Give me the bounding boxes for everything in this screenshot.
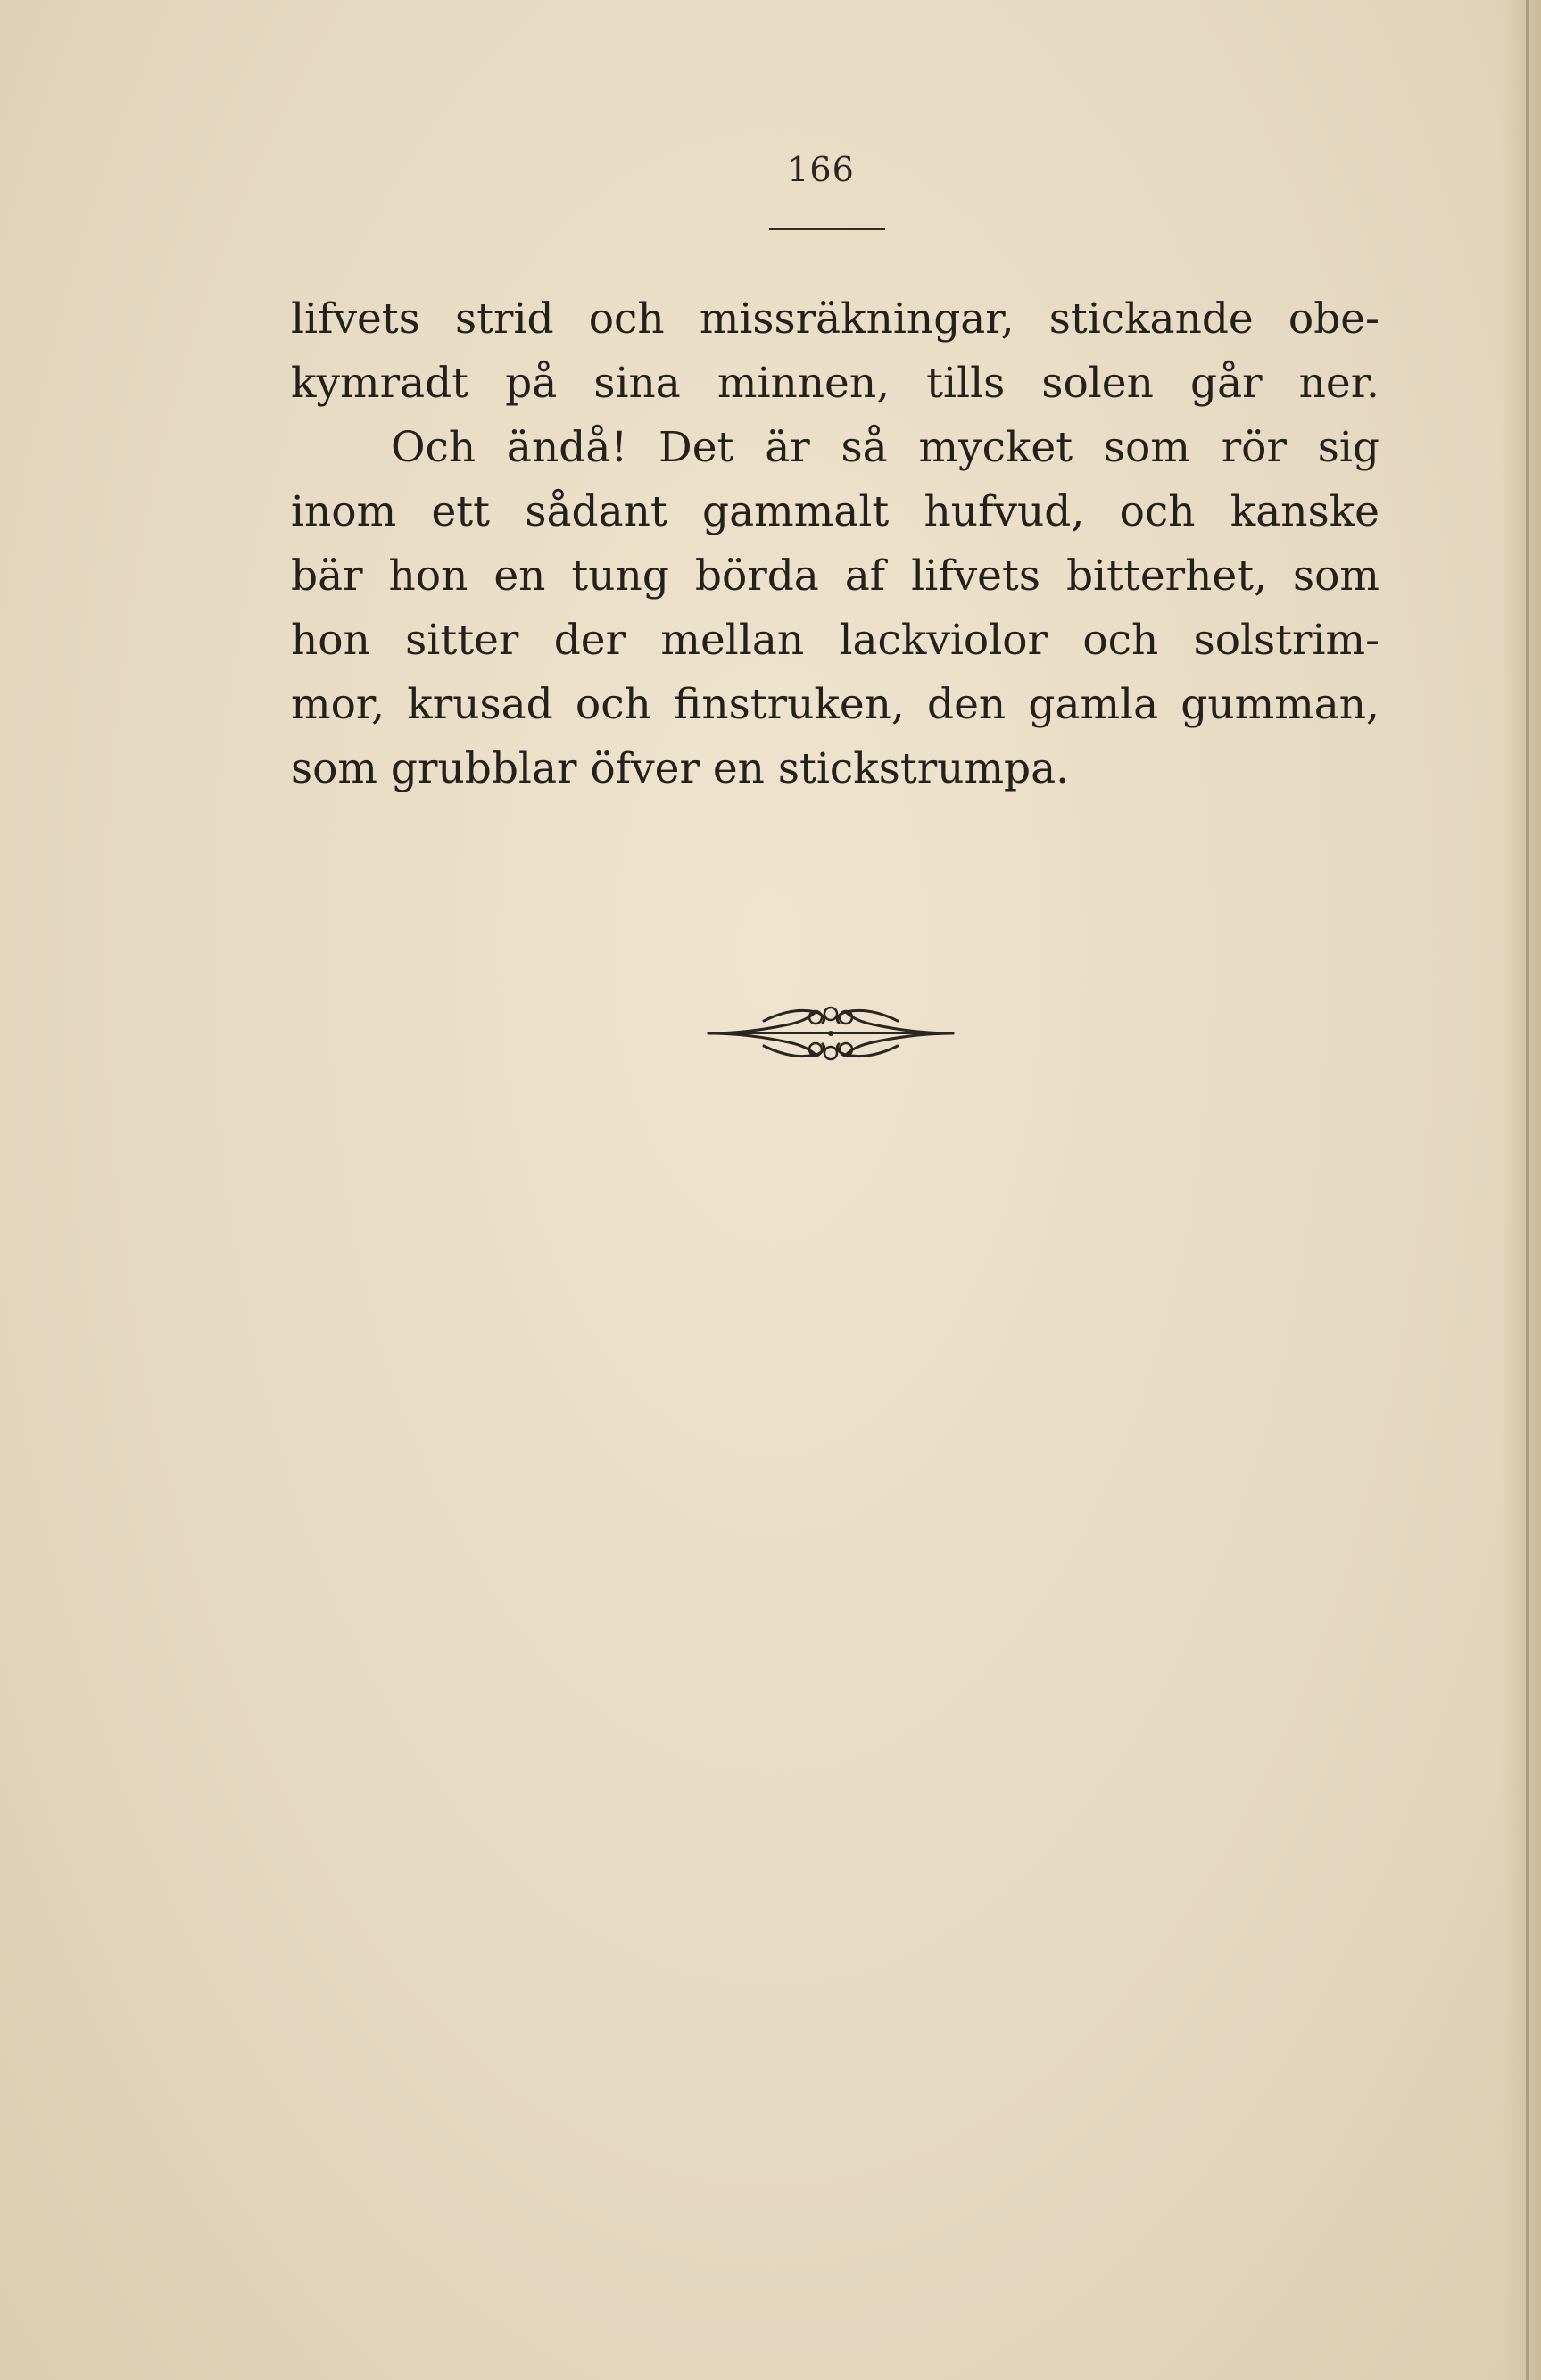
text-line: Och ändå! Det är så mycket som rör sig	[391, 423, 1379, 472]
end-of-chapter-flourish-icon	[701, 998, 960, 1066]
page-edge-shadow	[1502, 0, 1541, 2380]
page-number: 166	[787, 150, 855, 189]
text-line: som grubblar öfver en stickstrumpa.	[291, 744, 1070, 793]
text-line: bär hon en tung börda af lifvets bitterhet, som	[291, 551, 1379, 601]
body-text	[291, 287, 1379, 801]
text-line: mor, krusad och finstruken, den gamla gumman,	[291, 680, 1379, 729]
text-line: lifvets strid och missräkningar, stickande obe-	[291, 294, 1379, 344]
page-edge-line	[1526, 0, 1529, 2380]
text-line: inom ett sådant gammalt hufvud, och kanske	[291, 487, 1379, 536]
text-line: hon sitter der mellan lackviolor och solstrim-	[291, 616, 1379, 665]
text-line: kymradt på sina minnen, tills solen går ner.	[291, 359, 1379, 408]
header-rule	[769, 228, 885, 230]
